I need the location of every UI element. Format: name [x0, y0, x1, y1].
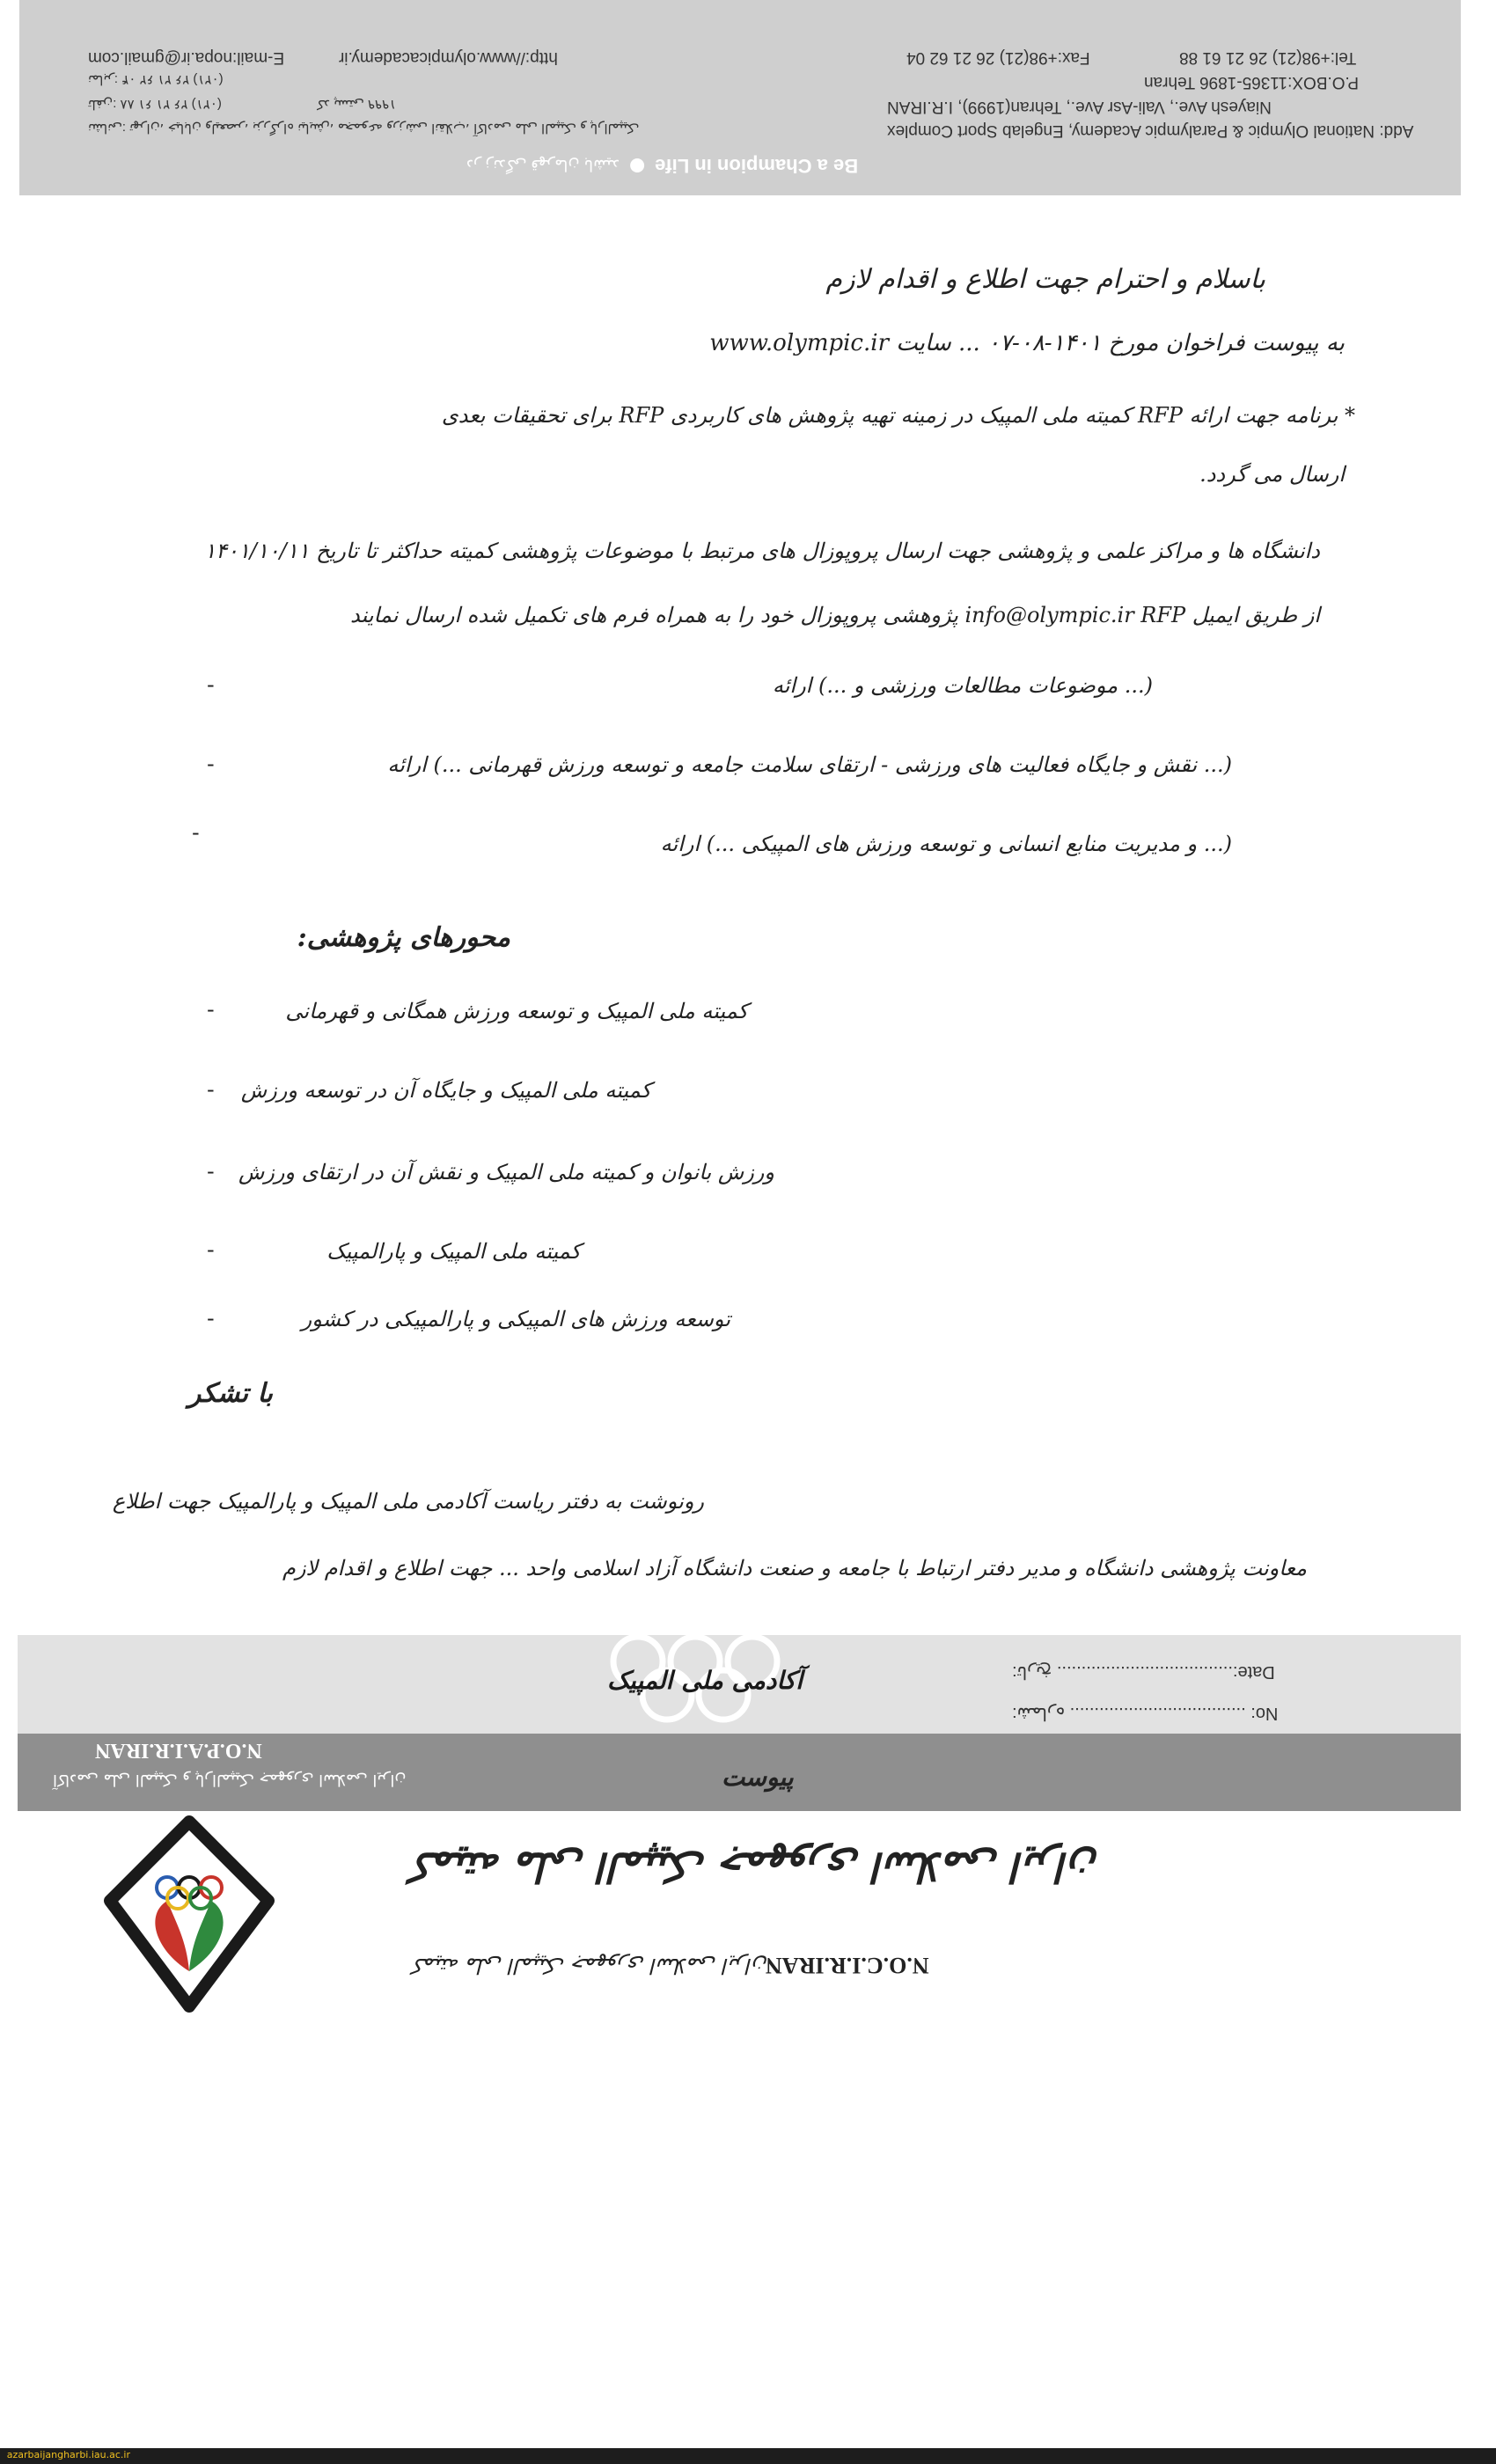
- bullet-dash: -: [207, 1077, 215, 1102]
- bullet-dash: -: [207, 672, 215, 697]
- closing: با تشکر: [187, 1378, 273, 1409]
- slogan-en: Be a Champion in Life: [655, 155, 859, 177]
- watermark-url: azarbaijangharbi.iau.ac.ir: [6, 2449, 130, 2460]
- body-line-5: از طریق ایمیل info@olympic.ir RFP پژوهشی پروپوزال خود را به همراه فرم های تکمیل شده ارسال نمایند: [350, 603, 1320, 627]
- bullet-b-4: کمیته ملی المپیک و پارالمپیک: [326, 1239, 581, 1264]
- no-field: No: .................................... شماره:: [1012, 1704, 1279, 1723]
- bullet-dash: -: [207, 1159, 215, 1184]
- header-address-fa: نشانی: تهران، خیابان ولیعصر، بزرگراه نیایش، مجموعه ورزشی انقلاب، آکادمی ملی المپیک و پارالمپیک: [88, 121, 640, 136]
- body-line-2: * برنامه جهت ارائه RFP کمیته ملی المپیک در زمینه تهیه پژوهش های کاربردی RFP برای تحقیقات بعدی: [441, 403, 1355, 428]
- header-pobox-en: P.O.BOX:11365-1896 Tehran: [1144, 73, 1360, 92]
- bullet-dash: -: [207, 1306, 215, 1331]
- salutation: باسلام و احترام جهت اطلاع و اقدام لازم: [825, 264, 1265, 295]
- header-postcode-fa: کد پستی ۱۹۹۹: [317, 97, 397, 112]
- body-line-4: دانشگاه ها و مراکز علمی و پژوهشی جهت ارسال پروپوزال های مرتبط با موضوعات پژوهشی کمیته حداکثر تا تاریخ ۱۴۰۱/۱۰/۱۱: [204, 539, 1320, 563]
- bullet-b-2: کمیته ملی المپیک و جایگاه آن در توسعه ورزش: [240, 1078, 651, 1103]
- header-tel-en: Tel:+98(21) 26 21 61 88: [1179, 48, 1357, 67]
- letterhead-title: کمیته ملی المپیک جمهوری اسلامی ایران: [414, 1844, 1100, 1891]
- header-slogan: [466, 154, 858, 177]
- header-fax-fa: نمابر: ۰۴ ۶۲ ۲۱ ۲۶ (۰۲۱): [88, 72, 224, 87]
- bullet-dash: -: [207, 997, 215, 1022]
- header-street-en: Niayesh Ave., Vali-Asr Ave., Tehran(1999), I.R.IRAN: [887, 98, 1272, 116]
- noc-logo-icon: [106, 1817, 273, 2011]
- signature-name: آکادمی ملی المپیک: [607, 1666, 803, 1695]
- slogan-fa: در زندگی قهرمان باشید: [466, 157, 620, 175]
- bottom-strip: [0, 2448, 1496, 2464]
- stamp-label: پیوست: [722, 1763, 794, 1792]
- cc-line-1: رونوشت به دفتر ریاست آکادمی ملی المپیک و پارالمپیک جهت اطلاع: [112, 1489, 704, 1514]
- bullet-dash: -: [207, 1237, 215, 1262]
- body-line-1: به پیوست فراخوان مورخ ۱۴۰۱-۰۸-۰۷ ... سایت www.olympic.ir: [709, 330, 1345, 356]
- bullet-b-1: کمیته ملی المپیک و توسعه ورزش همگانی و قهرمانی: [285, 999, 748, 1023]
- bullet-b-5: توسعه ورزش های المپیکی و پارالمپیکی در کشور: [301, 1307, 730, 1331]
- noc-en: N.O.C.I.R.IRAN: [766, 1953, 929, 1978]
- header-email: E-mail:nopa.ir@gmail.com: [88, 48, 285, 67]
- bullet-dash: -: [207, 752, 215, 776]
- nopa-fa: آکادمی ملی المپیک و پارالمپیک جمهوری اسلامی ایران: [53, 1771, 407, 1789]
- noc-fa: کمیته ملی المپیک جمهوری اسلامی ایران: [414, 1954, 768, 1978]
- slogan-dot-icon: [630, 158, 644, 172]
- date-field: Date:.................................... تاریخ:: [1012, 1662, 1275, 1682]
- cc-line-2: معاونت پژوهشی دانشگاه و مدیر دفتر ارتباط با جامعه و صنعت دانشگاه آزاد اسلامی واحد ... جهت اطلاع و اقدام لازم: [282, 1556, 1307, 1580]
- bullet-a-1: (... موضوعات مطالعات ورزشی و ...) ارائه: [772, 673, 1153, 698]
- header-web: http://www.olympicacademy.ir: [339, 48, 558, 67]
- body-line-3: ارسال می گردد.: [1199, 462, 1345, 487]
- bullet-a-3: (... و مدیریت منابع انسانی و توسعه ورزش های المپیکی ...) ارائه: [660, 832, 1232, 856]
- header-fax-en: Fax:+98(21) 26 21 62 04: [906, 48, 1090, 67]
- bullet-a-2: (... نقش و جایگاه فعالیت های ورزشی - ارتقای سلامت جامعه و توسعه ورزش قهرمانی ...) ارائه: [387, 752, 1232, 777]
- bullet-dash: -: [192, 820, 200, 845]
- section-title: محورهای پژوهشی:: [297, 922, 510, 953]
- bullet-b-3: ورزش بانوان و کمیته ملی المپیک و نقش آن در ارتقای ورزش: [238, 1160, 774, 1184]
- header-tel-fa: تلفن: ۸۸ ۶۱ ۲۱ ۲۶ (۰۲۱): [88, 97, 222, 112]
- nopa-en: N.O.P.A.I.R.IRAN: [95, 1739, 262, 1762]
- header-address-en: Add: National Olympic & Paralympic Academy, Engelab Sport Complex: [887, 121, 1414, 140]
